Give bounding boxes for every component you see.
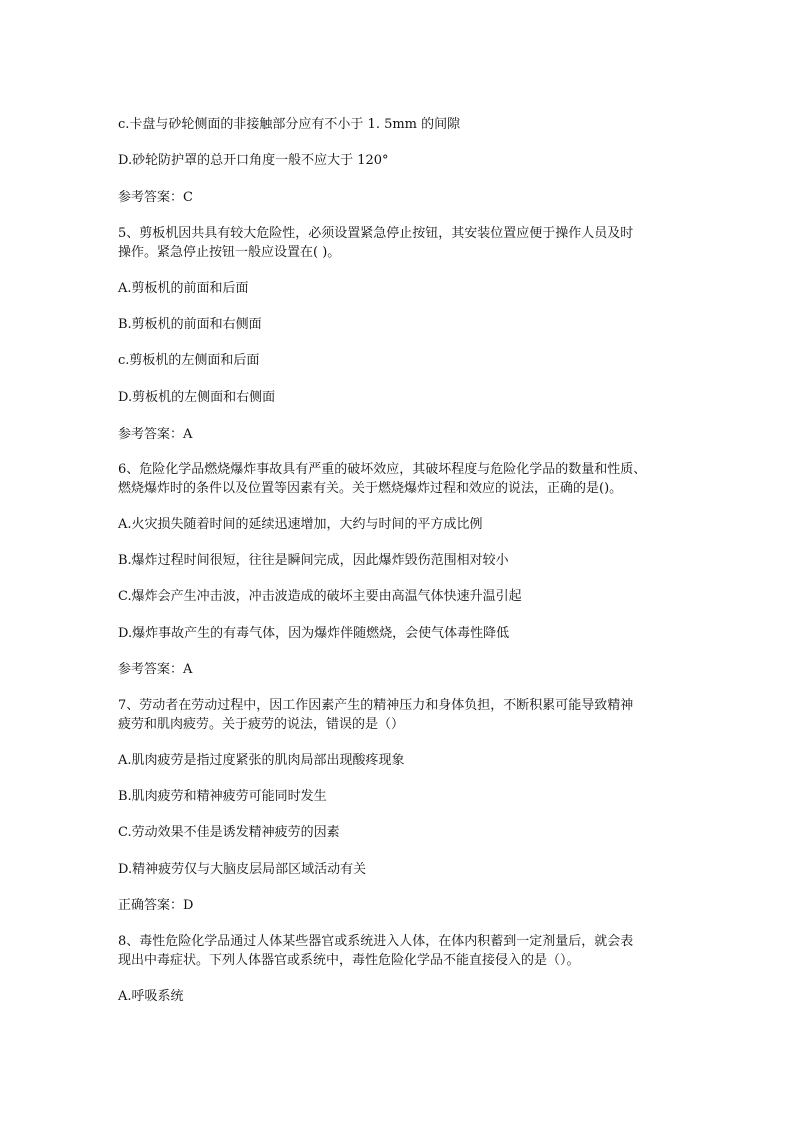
q5-option-a: A.剪板机的前面和后面 bbox=[118, 281, 249, 296]
q4-option-c: c.卡盘与砂轮侧面的非接触部分应有不小于 1. 5mm 的间隙 bbox=[118, 117, 461, 132]
q8-stem-line2: 现出中毒症状。下列人体器官或系统中，毒性危险化学品不能直接侵入的是（）。 bbox=[118, 953, 580, 968]
q7-option-b: B.肌肉疲劳和精神疲劳可能同时发生 bbox=[118, 789, 327, 804]
q5-option-c: c.剪板机的左侧面和后面 bbox=[118, 353, 260, 368]
q6-stem-line1: 6、危险化学品燃烧爆炸事故具有严重的破坏效应，其破坏程度与危险化学品的数量和性质、 bbox=[118, 462, 647, 477]
q6-option-a: A.火灾损失随着时间的延续迅速增加，大约与时间的平方成比例 bbox=[118, 517, 483, 532]
q6-stem-line2: 燃烧爆炸时的条件以及位置等因素有关。关于燃烧爆炸过程和效应的说法，正确的是()。 bbox=[118, 481, 623, 496]
q7-option-a: A.肌肉疲劳是指过度紧张的肌肉局部出现酸疼现象 bbox=[118, 753, 405, 768]
q6-option-b: B.爆炸过程时间很短，往往是瞬间完成，因此爆炸毁伤范围相对较小 bbox=[118, 553, 509, 568]
q8-option-a: A.呼吸系统 bbox=[118, 989, 184, 1004]
q7-option-c: C.劳动效果不佳是诱发精神疲劳的因素 bbox=[118, 825, 340, 840]
q5-stem-line1: 5、剪板机因共具有较大危险性，必须设置紧急停止按钮，其安装位置应便于操作人员及时 bbox=[118, 226, 634, 241]
q5-answer: 参考答案：A bbox=[118, 427, 193, 442]
q7-stem-line1: 7、劳动者在劳动过程中，因工作因素产生的精神压力和身体负担，不断积累可能导致精神 bbox=[118, 698, 634, 713]
q5-option-d: D.剪板机的左侧面和右侧面 bbox=[118, 390, 276, 405]
q6-option-c: C.爆炸会产生冲击波，冲击波造成的破坏主要由高温气体快速升温引起 bbox=[118, 589, 522, 604]
q6-answer: 参考答案：A bbox=[118, 662, 193, 677]
q7-stem-line2: 疲劳和肌肉疲劳。关于疲劳的说法，错误的是（） bbox=[118, 717, 405, 732]
q7-option-d: D.精神疲劳仅与大脑皮层局部区域活动有关 bbox=[118, 862, 367, 877]
q5-option-b: B.剪板机的前面和右侧面 bbox=[118, 317, 262, 332]
q4-option-d: D.砂轮防护罩的总开口角度一般不应大于 120° bbox=[118, 153, 389, 168]
q7-answer: 正确答案：D bbox=[118, 898, 194, 913]
q8-stem-line1: 8、毒性危险化学品通过人体某些器官或系统进入人体，在体内积蓄到一定剂量后，就会表 bbox=[118, 934, 634, 949]
q6-option-d: D.爆炸事故产生的有毒气体，因为爆炸伴随燃烧，会使气体毒性降低 bbox=[118, 626, 510, 641]
q4-answer: 参考答案：C bbox=[118, 190, 193, 205]
q5-stem-line2: 操作。紧急停止按钮一般应设置在( )。 bbox=[118, 245, 341, 260]
